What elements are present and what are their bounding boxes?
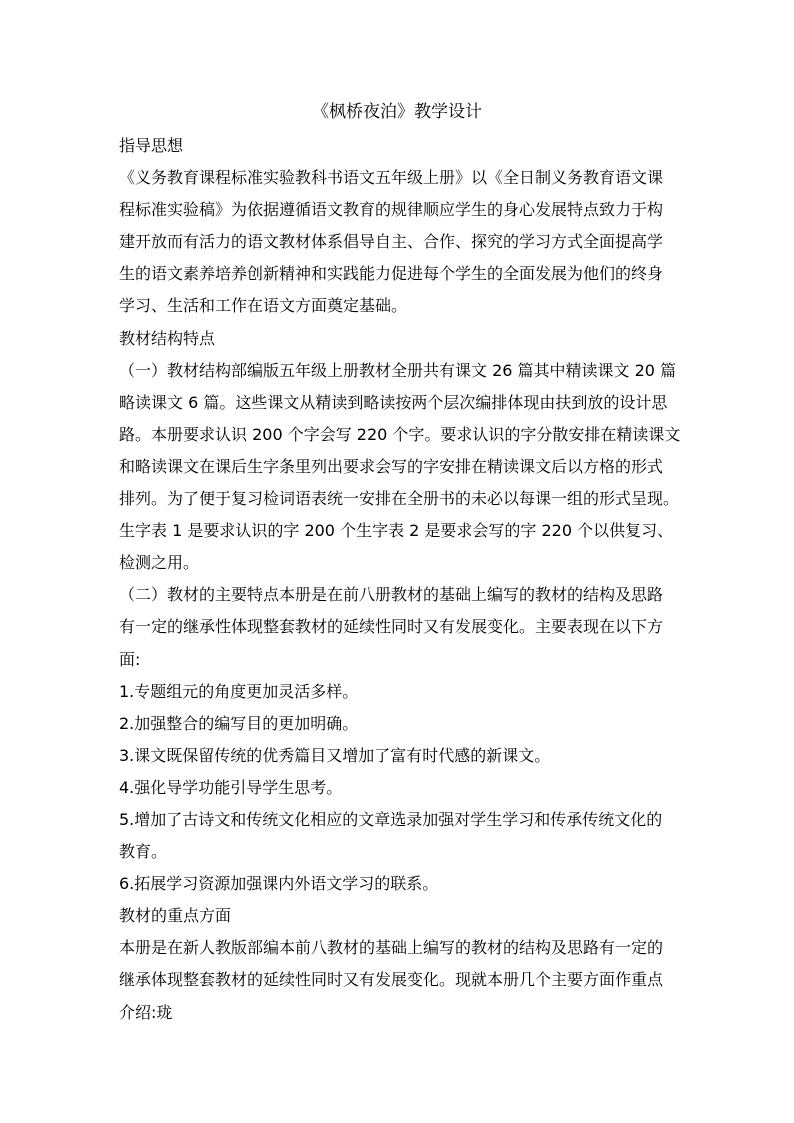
text-line: 介绍:珑 <box>119 1002 173 1022</box>
text-line: （一）教材结构部编版五年级上册教材全册共有课文 26 篇其中精读课文 20 篇 <box>119 360 677 380</box>
list-item: 6.拓展学习资源加强课内外语文学习的联系。 <box>119 874 439 894</box>
text-line: 程标准实验稿》为依据遵循语文教育的规律顺应学生的身心发展特点致力于构 <box>119 200 664 220</box>
document-title: 《枫桥夜泊》教学设计 <box>312 102 482 122</box>
heading-key-aspects: 教材的重点方面 <box>119 906 232 926</box>
list-item: 2.加强整合的编写目的更加明确。 <box>119 713 359 733</box>
text-line: 略读课文 6 篇。这些课文从精读到略读按两个层次编排体现由扶到放的设计思 <box>119 392 668 412</box>
list-item: 4.强化导学功能引导学生思考。 <box>119 777 343 797</box>
text-line: 学习、生活和工作在语文方面奠定基础。 <box>119 296 408 316</box>
heading-guiding-ideas: 指导思想 <box>119 136 184 155</box>
text-line: 《义务教育课程标准实验教科书语文五年级上册》以《全日制义务教育语文课 <box>119 168 664 188</box>
text-line: （二）教材的主要特点本册是在前八册教材的基础上编写的教材的结构及思路 <box>119 585 664 605</box>
text-line: 教育。 <box>119 842 168 862</box>
text-line: 建开放而有活力的语文教材体系倡导自主、合作、探究的学习方式全面提高学 <box>119 232 664 252</box>
text-line: 面: <box>119 649 141 669</box>
text-line: 路。本册要求认识 200 个字会写 220 个字。要求认识的字分散安排在精读课文 <box>119 424 681 444</box>
list-item: 3.课文既保留传统的优秀篇目又增加了富有时代感的新课文。 <box>119 745 551 765</box>
text-line: 继承体现整套教材的延续性同时又有发展变化。现就本册几个主要方面作重点 <box>119 970 664 990</box>
text-line: 生字表 1 是要求认识的字 200 个生字表 2 是要求会写的字 220 个以供复习、 <box>119 521 674 541</box>
text-line: 排列。为了便于复习检词语表统一安排在全册书的未必以每课一组的形式呈现。 <box>119 489 680 509</box>
document-body <box>119 130 679 1029</box>
list-item: 1.专题组元的角度更加灵活多样。 <box>119 681 359 701</box>
text-line: 本册是在新人教版部编本前八教材的基础上编写的教材的结构及思路有一定的 <box>119 938 664 958</box>
heading-textbook-structure: 教材结构特点 <box>119 328 216 348</box>
text-line: 有一定的继承性体现整套教材的延续性同时又有发展变化。主要表现在以下方 <box>119 617 664 637</box>
text-line: 生的语文素养培养创新精神和实践能力促进每个学生的全面发展为他们的终身 <box>119 264 664 284</box>
text-line: 和略读课文在课后生字条里列出要求会写的字安排在精读课文后以方格的形式 <box>119 456 664 476</box>
text-line: 检测之用。 <box>119 553 200 573</box>
list-item: 5.增加了古诗文和传统文化相应的文章选录加强对学生学习和传承传统文化的 <box>119 809 663 829</box>
